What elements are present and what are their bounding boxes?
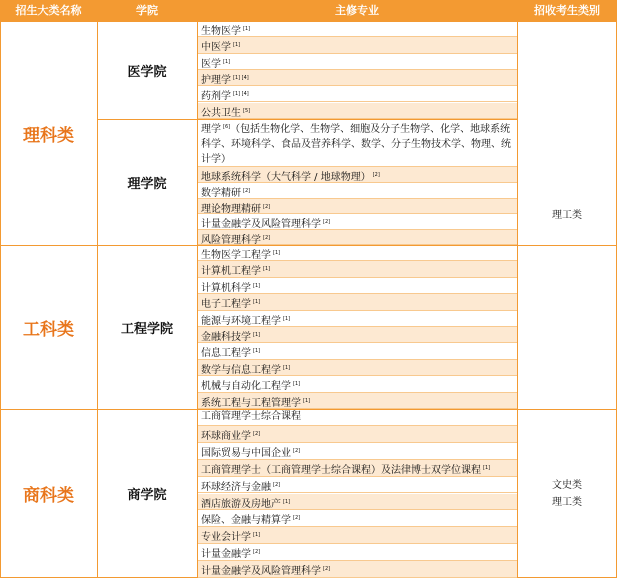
major-name: 保险、金融与精算学 bbox=[201, 515, 291, 527]
major-footnote: [2] bbox=[253, 430, 261, 437]
major-footnote: [2] bbox=[323, 566, 331, 573]
major-name: 国际贸易与中国企业 bbox=[201, 447, 291, 459]
major-footnote: [1] bbox=[263, 266, 271, 273]
college-business: 商学院 bbox=[127, 488, 167, 503]
major-footnote: [1] bbox=[283, 364, 291, 371]
major-name: 工商管理学士综合课程 bbox=[201, 411, 301, 422]
major-row bbox=[197, 294, 517, 310]
major-row bbox=[197, 103, 517, 120]
major-footnote: [2] bbox=[273, 481, 281, 488]
divider bbox=[97, 21, 98, 578]
header-recruit: 招收考生类别 bbox=[517, 0, 617, 21]
major-row bbox=[197, 119, 517, 167]
header-college: 学院 bbox=[97, 0, 197, 21]
college-engineering: 工程学院 bbox=[120, 321, 173, 337]
major-footnote: [5] bbox=[243, 107, 251, 114]
major-footnote: [2] bbox=[372, 172, 380, 178]
major-name: 工商管理学士（工商管理学士综合课程）及法律博士双学位课程 bbox=[201, 464, 481, 476]
major-footnote: [1] bbox=[223, 58, 231, 65]
major-footnote: [2] bbox=[263, 234, 271, 241]
recruit-business-line1: 文史类 bbox=[552, 479, 582, 491]
major-name: 生物医学工程学 bbox=[201, 250, 271, 261]
major-row bbox=[197, 443, 517, 460]
header-major: 主修专业 bbox=[197, 0, 517, 21]
major-row bbox=[197, 230, 517, 246]
major-footnote: [6] bbox=[223, 124, 231, 130]
major-name: 地球系统科学（大气科学 / 地球物理） bbox=[201, 172, 371, 183]
major-footnote: [1] bbox=[483, 464, 491, 471]
major-footnote: [1] bbox=[253, 332, 261, 338]
major-row bbox=[197, 460, 517, 477]
major-name: 环球经济与金融 bbox=[201, 481, 271, 493]
major-name: 专业会计学 bbox=[201, 532, 251, 544]
major-name: 计量金融学及风险管理科学 bbox=[201, 219, 321, 230]
major-row bbox=[197, 86, 517, 102]
major-footnote: [1] [4] bbox=[233, 91, 249, 98]
major-name: 能源与环境工程学 bbox=[201, 315, 281, 327]
major-name: 信息工程学 bbox=[201, 348, 251, 360]
major-detail: （包括生物化学、生物学、细胞及分子生物学、化学、地球系统科学、环境科学、食品及营养科学、数学、分子生物技术学、物理、统计学） bbox=[201, 124, 511, 165]
major-footnote: [1] bbox=[233, 42, 241, 49]
major-row bbox=[197, 54, 517, 70]
major-name: 生物医学 bbox=[201, 26, 241, 37]
major-name: 理学 bbox=[201, 124, 221, 135]
major-row bbox=[197, 70, 517, 86]
major-footnote: [2] bbox=[293, 447, 301, 454]
major-row bbox=[197, 544, 517, 561]
major-name: 医学 bbox=[201, 58, 221, 70]
major-footnote: [1] bbox=[253, 299, 261, 306]
header-category: 招生大类名称 bbox=[0, 0, 97, 21]
major-footnote: [1] bbox=[283, 315, 291, 322]
major-name: 计算机工程学 bbox=[201, 266, 261, 278]
major-footnote: [1] bbox=[293, 381, 301, 388]
category-science: 理科类 bbox=[23, 125, 74, 146]
major-footnote: [2] bbox=[293, 515, 301, 522]
major-footnote: [2] bbox=[253, 549, 261, 556]
major-name: 数学与信息工程学 bbox=[201, 364, 281, 376]
major-name: 计算机科学 bbox=[201, 282, 251, 294]
major-row bbox=[197, 343, 517, 359]
major-row bbox=[197, 37, 517, 53]
divider bbox=[0, 245, 617, 246]
divider bbox=[197, 21, 198, 578]
major-name: 电子工程学 bbox=[201, 299, 251, 311]
major-footnote: [1] bbox=[273, 250, 281, 256]
major-row bbox=[197, 261, 517, 277]
major-row bbox=[197, 214, 517, 230]
major-name: 数学精研 bbox=[201, 188, 241, 199]
divider bbox=[97, 119, 517, 120]
major-name: 理论物理精研 bbox=[201, 203, 261, 214]
major-name: 机械与自动化工程学 bbox=[201, 381, 291, 393]
major-row bbox=[197, 527, 517, 544]
major-row bbox=[197, 21, 517, 37]
major-footnote: [1] bbox=[243, 26, 251, 32]
major-footnote: [2] bbox=[323, 219, 331, 225]
major-name: 计量金融学及风险管理科学 bbox=[201, 566, 321, 578]
major-name: 风险管理科学 bbox=[201, 234, 261, 245]
major-footnote: [1] bbox=[253, 532, 261, 539]
major-name: 环球商业学 bbox=[201, 430, 251, 442]
major-row bbox=[197, 167, 517, 183]
major-row bbox=[197, 561, 517, 578]
major-row bbox=[197, 494, 517, 511]
major-row bbox=[197, 393, 517, 409]
major-name: 中医学 bbox=[201, 42, 231, 54]
major-row bbox=[197, 245, 517, 261]
major-row bbox=[197, 409, 517, 426]
major-row bbox=[197, 477, 517, 494]
major-footnote: [1] bbox=[253, 348, 261, 355]
college-medicine: 医学院 bbox=[127, 64, 167, 80]
major-row bbox=[197, 311, 517, 327]
major-row bbox=[197, 199, 517, 215]
college-science: 理学院 bbox=[127, 176, 167, 192]
major-row bbox=[197, 327, 517, 343]
major-row bbox=[197, 360, 517, 376]
major-footnote: [1] bbox=[283, 498, 291, 505]
divider bbox=[0, 409, 617, 410]
recruit-business-line2: 理工类 bbox=[552, 496, 582, 508]
major-row bbox=[197, 183, 517, 199]
major-footnote: [1] bbox=[303, 397, 311, 404]
major-row bbox=[197, 510, 517, 527]
recruit-science-engineering-text: 理工类 bbox=[552, 209, 582, 221]
major-name: 金融科技学 bbox=[201, 332, 251, 343]
divider bbox=[517, 21, 518, 578]
major-row bbox=[197, 376, 517, 392]
major-name: 药剂学 bbox=[201, 91, 231, 103]
major-name: 酒店旅游及房地产 bbox=[201, 498, 281, 510]
major-name: 系统工程与工程管理学 bbox=[201, 397, 301, 409]
major-footnote: [2] bbox=[263, 203, 271, 210]
major-footnote: [1] bbox=[253, 282, 261, 289]
major-name: 计量金融学 bbox=[201, 549, 251, 561]
major-row bbox=[197, 278, 517, 294]
recruit-business bbox=[517, 409, 617, 578]
major-row bbox=[197, 426, 517, 443]
major-footnote: [1] [4] bbox=[233, 74, 249, 81]
category-engineering: 工科类 bbox=[23, 319, 74, 340]
major-name: 公共卫生 bbox=[201, 107, 241, 119]
major-name: 护理学 bbox=[201, 74, 231, 86]
major-footnote: [2] bbox=[243, 188, 251, 194]
category-business: 商科类 bbox=[23, 486, 74, 506]
recruit-science-engineering bbox=[517, 21, 617, 409]
